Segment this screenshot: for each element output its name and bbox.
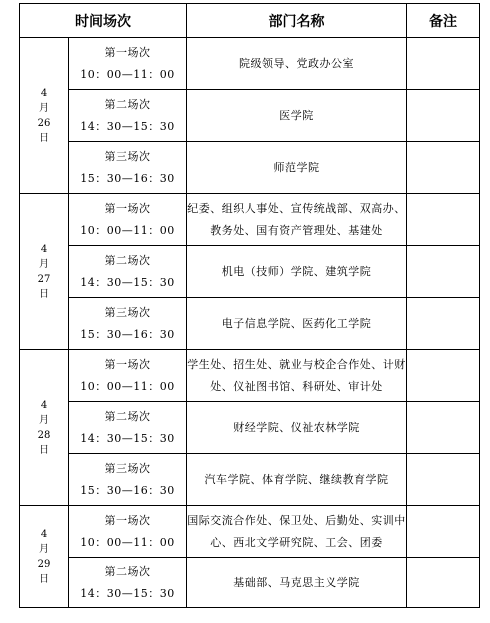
- session-name: 第二场次: [104, 97, 151, 111]
- date-month-char: 月: [39, 258, 49, 270]
- date-day: 26: [37, 117, 51, 129]
- session-name: 第二场次: [104, 409, 151, 423]
- date-month: 4: [40, 528, 48, 540]
- department-cell: 电子信息学院、医药化工学院: [187, 298, 407, 350]
- table-row: [20, 142, 480, 194]
- session-name: 第一场次: [104, 513, 151, 527]
- department-cell: 院级领导、党政办公室: [187, 38, 407, 90]
- department-cell: 国际交流合作处、保卫处、后勤处、实训中心、西北文学研究院、工会、团委: [187, 506, 407, 558]
- session-name: 第二场次: [104, 253, 151, 267]
- date-month: 4: [40, 399, 48, 411]
- session-cell: [69, 142, 187, 194]
- department-cell: 基础部、马克思主义学院: [187, 558, 407, 608]
- table-row: [20, 38, 480, 90]
- note-cell: [407, 506, 480, 558]
- date-month-char: 月: [39, 543, 49, 555]
- note-cell: [407, 454, 480, 506]
- date-month-char: 月: [39, 102, 49, 114]
- date-cell: [20, 350, 69, 506]
- date-day-char: 日: [39, 288, 49, 300]
- table-row: [20, 246, 480, 298]
- session-time: 14：30—15：30: [80, 586, 175, 600]
- department-cell: 财经学院、仪祉农林学院: [187, 402, 407, 454]
- session-name: 第三场次: [104, 461, 151, 475]
- note-cell: [407, 402, 480, 454]
- session-cell: [69, 506, 187, 558]
- session-name: 第三场次: [104, 305, 151, 319]
- department-cell: 师范学院: [187, 142, 407, 194]
- table-row: [20, 454, 480, 506]
- session-cell: [69, 350, 187, 402]
- table-row: [20, 298, 480, 350]
- table-row: [20, 506, 480, 558]
- session-cell: [69, 246, 187, 298]
- session-time: 15：30—16：30: [80, 171, 175, 185]
- table-row: [20, 194, 480, 246]
- session-time: 15：30—16：30: [80, 483, 175, 497]
- date-day: 27: [37, 273, 51, 285]
- schedule-table: [19, 3, 480, 608]
- note-cell: [407, 558, 480, 608]
- note-cell: [407, 90, 480, 142]
- header-row: [20, 4, 480, 38]
- date-day: 29: [37, 558, 51, 570]
- date-cell: [20, 194, 69, 350]
- note-cell: [407, 142, 480, 194]
- department-cell: 机电（技师）学院、建筑学院: [187, 246, 407, 298]
- session-time: 15：30—16：30: [80, 327, 175, 341]
- date-day-char: 日: [39, 132, 49, 144]
- date-month-char: 月: [39, 414, 49, 426]
- date-day-char: 日: [39, 444, 49, 456]
- session-name: 第一场次: [104, 45, 151, 59]
- session-time: 14：30—15：30: [80, 431, 175, 445]
- header-department: 部门名称: [187, 4, 407, 38]
- note-cell: [407, 298, 480, 350]
- header-note: 备注: [407, 4, 480, 38]
- note-cell: [407, 194, 480, 246]
- session-cell: [69, 454, 187, 506]
- session-time: 14：30—15：30: [80, 275, 175, 289]
- session-cell: [69, 90, 187, 142]
- session-time: 10：00—11：00: [80, 535, 175, 549]
- date-day: 28: [37, 429, 51, 441]
- session-cell: [69, 38, 187, 90]
- session-name: 第一场次: [104, 201, 151, 215]
- table-row: [20, 90, 480, 142]
- department-cell: 纪委、组织人事处、宣传统战部、双高办、教务处、国有资产管理处、基建处: [187, 194, 407, 246]
- session-time: 10：00—11：00: [80, 67, 175, 81]
- session-cell: [69, 402, 187, 454]
- header-time: 时间场次: [20, 4, 187, 38]
- table-row: [20, 402, 480, 454]
- session-name: 第二场次: [104, 564, 151, 578]
- department-cell: 医学院: [187, 90, 407, 142]
- session-name: 第一场次: [104, 357, 151, 371]
- session-time: 10：00—11：00: [80, 379, 175, 393]
- date-month: 4: [40, 87, 48, 99]
- note-cell: [407, 246, 480, 298]
- session-cell: [69, 298, 187, 350]
- note-cell: [407, 350, 480, 402]
- date-month: 4: [40, 243, 48, 255]
- department-cell: 学生处、招生处、就业与校企合作处、计财处、仪祉图书馆、科研处、审计处: [187, 350, 407, 402]
- table-row: [20, 558, 480, 608]
- date-cell: [20, 38, 69, 194]
- session-cell: [69, 558, 187, 608]
- date-day-char: 日: [39, 573, 49, 585]
- session-time: 14：30—15：30: [80, 119, 175, 133]
- department-cell: 汽车学院、体育学院、继续教育学院: [187, 454, 407, 506]
- table-row: [20, 350, 480, 402]
- note-cell: [407, 38, 480, 90]
- date-cell: [20, 506, 69, 608]
- session-cell: [69, 194, 187, 246]
- session-time: 10：00—11：00: [80, 223, 175, 237]
- session-name: 第三场次: [104, 149, 151, 163]
